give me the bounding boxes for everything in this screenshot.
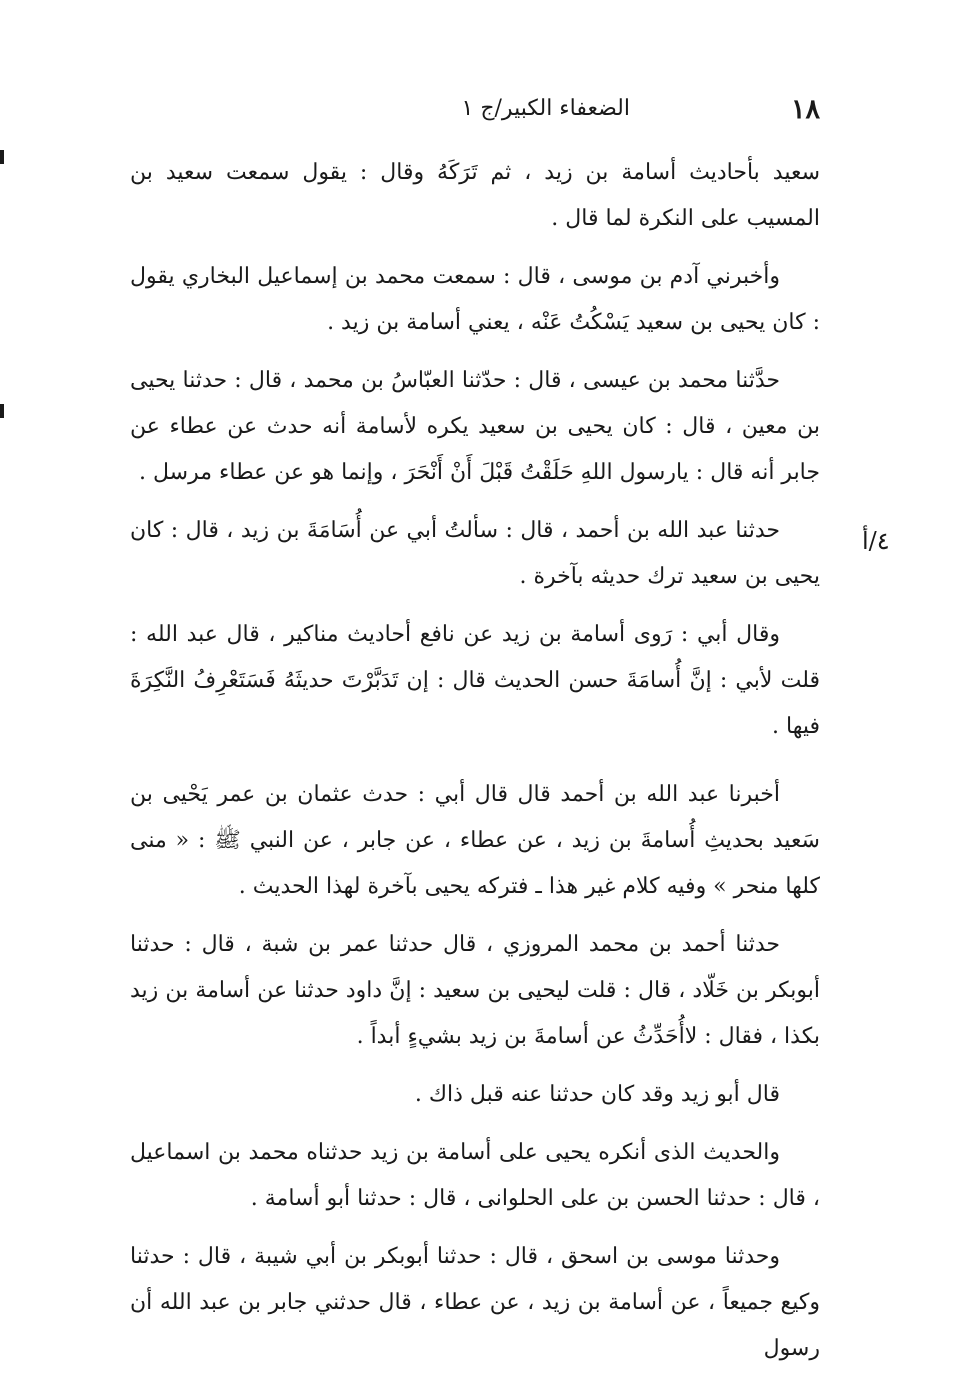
- paragraph: وأخبرني آدم بن موسى ، قال : سمعت محمد بن إسماعيل البخاري يقول : كان يحيى بن سعيد يَسْكُتُ عَنْه ، يعني أسامة بن زيد .: [130, 264, 820, 335]
- paragraph: وقال أبي : رَوى أسامة بن زيد عن نافع أحاديث مناكير ، قال عبد الله : قلت لأبي : إنَّ أُسامَةَ حسن الحديث قال : إن تَدَبَّرْتَ حديثَهُ فَسَتَعْرِفُ النَّكِرَةَ فيها .: [130, 622, 820, 739]
- paragraph: قال أبو زيد وقد كان حدثنا عنه قبل ذاك .: [414, 1082, 780, 1107]
- paragraph: حدثنا أحمد بن محمد المروزي ، قال حدثنا عمر بن شبة ، قال : حدثنا أبوبكر بن خَلّاد ، قال : قلت ليحيى بن سعيد : إنَّ داود حدثنا عن أسامة بن زيد بكذا ، فقال : لاأُحَدِّثُ عن أسامةَ بن زيد بشيءٍ أبداً .: [130, 932, 820, 1049]
- page-header: [130, 92, 820, 132]
- page-number: ١٨: [790, 94, 820, 125]
- paragraph: حدثنا عبد الله بن أحمد ، قال : سألتُ أبي عن أُسَامَةَ بن زيد ، قال : كان يحيى بن سعيد ترك حديثه بآخرة .: [130, 518, 820, 589]
- scan-edge-mark: [0, 404, 4, 418]
- paragraph: حدَّثنا محمد بن عيسى ، قال : حدّثنا العبّاسُ بن محمد ، قال : حدثنا يحيى بن معين ، قال : كان يحيى بن سعيد يكره لأسامة أنه حدث عن عطاء عن جابر أنه قال : يارسول اللهِ حَلَقْتُ قَبْلَ أَنْ أَنْحَرَ ، وإنما هو عن عطاء مرسل .: [130, 368, 820, 485]
- paragraph: وحدثنا موسى بن اسحق ، قال : حدثنا أبوبكر بن أبي شيبة ، قال : حدثنا وكيع جميعاً ، عن أسامة بن زيد ، عن عطاء ، قال حدثني جابر بن عبد الله أن رسول: [130, 1244, 820, 1361]
- paragraph: سعيد بأحاديث أسامة بن زيد ، ثم تَرَكَهُ وقال : يقول سمعت سعيد بن المسيب على النكرة لما قال .: [130, 160, 820, 231]
- margin-folio-note: ٤/أ: [862, 527, 890, 555]
- paragraph: أخبرنا عبد الله بن أحمد قال قال أبي : حدث عثمان بن عمر يَحْيى بن سَعيد بحديثِ أُسامةَ بن زيد ، عن عطاء ، عن جابر ، عن النبي ﷺ : « منى كلها منحر » وفيه كلام غير هذا ـ فتركه يحيى بآخرة لهذا الحديث .: [130, 782, 820, 899]
- running-title: الضعفاء الكبير/ج ١: [461, 96, 630, 121]
- scan-edge-mark: [0, 150, 4, 164]
- paragraph: والحديث الذى أنكره يحيى على أسامة بن زيد حدثناه محمد بن اسماعيل ، قال : حدثنا الحسن بن على الحلوانى ، قال : حدثنا أبو أسامة .: [130, 1140, 820, 1211]
- body-text: [130, 150, 820, 1384]
